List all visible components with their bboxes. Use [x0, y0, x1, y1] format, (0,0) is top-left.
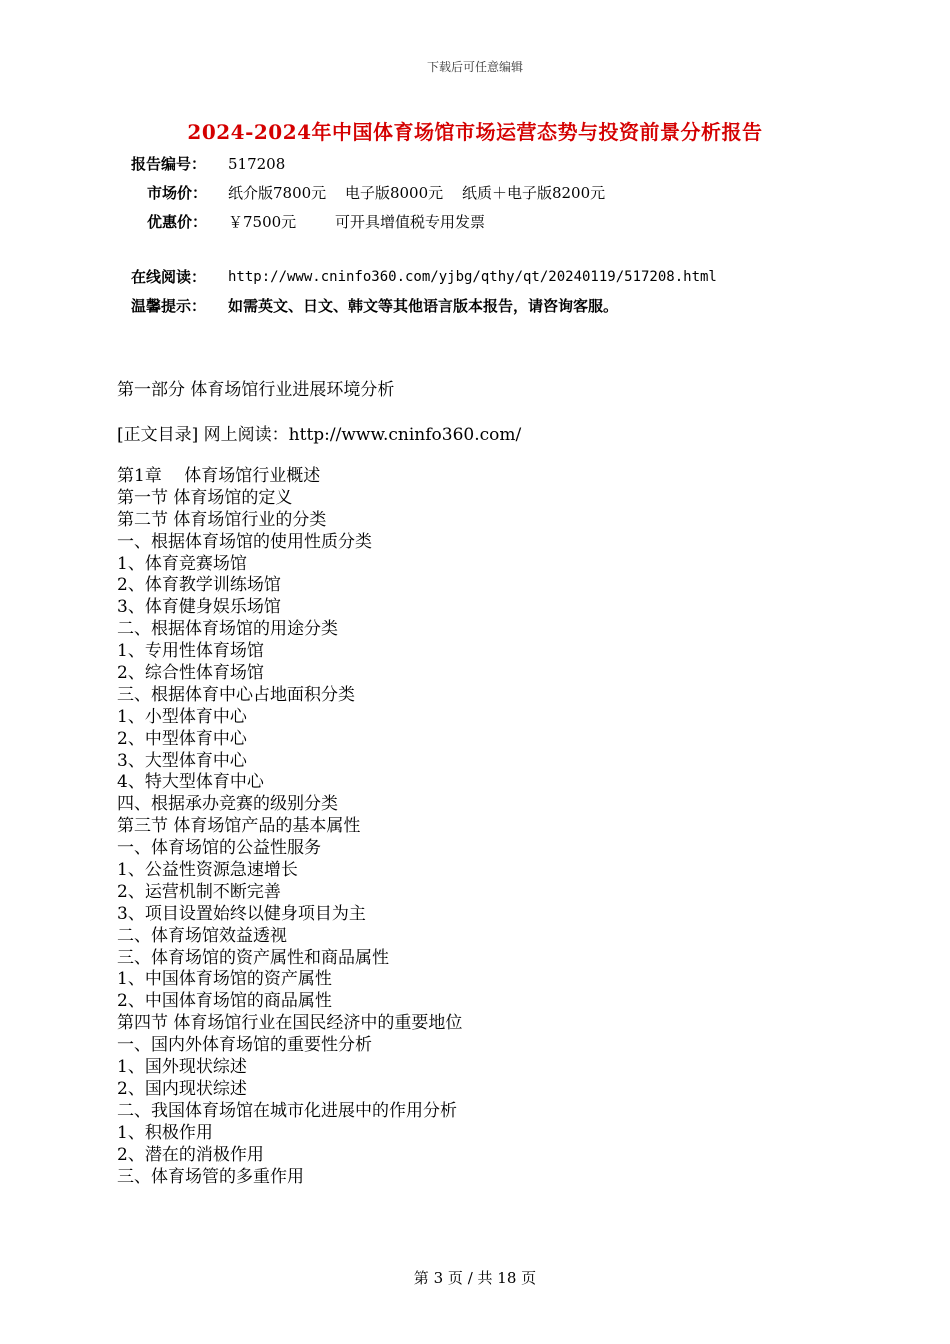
toc-item: 三、体育场管的多重作用	[117, 1166, 304, 1187]
toc-item: 1、小型体育中心	[117, 706, 247, 727]
header-note: 下载后可任意编辑	[426, 60, 523, 74]
toc-item: 1、公益性资源急速增长	[117, 860, 298, 881]
toc-item: 第二节 体育场馆行业的分类	[117, 509, 327, 530]
report-number-label: 报告编号：	[131, 155, 207, 173]
toc-item: 3、体育健身娱乐场馆	[117, 597, 281, 618]
toc-item: 1、积极作用	[117, 1122, 213, 1143]
toc-item: 3、项目设置始终以健身项目为主	[117, 903, 366, 924]
toc-item: 二、体育场馆效益透视	[117, 925, 287, 946]
online-reading-link[interactable]: http://www.cninfo360.com/yjbg/qthy/qt/20240119/517208.html	[228, 269, 717, 285]
toc-item: 二、我国体育场馆在城市化进展中的作用分析	[117, 1100, 457, 1121]
tip-text: 如需英文、日文、韩文等其他语言版本报告，请咨询客服。	[228, 297, 619, 315]
toc-item: 第三节 体育场馆产品的基本属性	[117, 816, 361, 837]
market-price-values	[228, 183, 605, 203]
footer-current-page: 3	[433, 1269, 444, 1287]
toc-item: 四、根据承办竞赛的级别分类	[117, 794, 338, 815]
toc-item: 第一节 体育场馆的定义	[117, 487, 293, 508]
invoice-note: 可开具增值税专用发票	[334, 213, 485, 231]
toc-item: 2、中型体育中心	[117, 728, 247, 749]
discount-price: ￥7500元	[228, 213, 297, 231]
footer-total-pages: 18	[497, 1269, 517, 1287]
toc-item: 1、专用性体育场馆	[117, 641, 264, 662]
toc-item: 2、潜在的消极作用	[117, 1144, 264, 1165]
price-both: 纸质＋电子版8200元	[461, 184, 606, 202]
tip-label: 温馨提示：	[131, 297, 207, 315]
online-reading-label: 在线阅读：	[131, 268, 207, 286]
toc-item: 一、根据体育场馆的使用性质分类	[117, 531, 372, 552]
toc-item: 第四节 体育场馆行业在国民经济中的重要地位	[117, 1013, 463, 1034]
toc-item: 二、根据体育场馆的用途分类	[117, 619, 338, 640]
toc-item: 三、根据体育中心占地面积分类	[117, 684, 355, 705]
part-heading: 第一部分 体育场馆行业进展环境分析	[117, 380, 395, 400]
footer-page-suffix: 页	[521, 1269, 537, 1287]
report-title: 2024-2024年中国体育场馆市场运营态势与投资前景分析报告	[187, 120, 763, 144]
toc-item: 2、综合性体育场馆	[117, 663, 264, 684]
page-footer	[0, 1267, 950, 1288]
toc-item: 一、体育场馆的公益性服务	[117, 838, 321, 859]
toc-item: 一、国内外体育场馆的重要性分析	[117, 1035, 372, 1056]
toc-item: 1、体育竞赛场馆	[117, 553, 247, 574]
toc-item: 4、特大型体育中心	[117, 772, 264, 793]
toc-item: 3、大型体育中心	[117, 750, 247, 771]
discount-price-label: 优惠价：	[146, 213, 207, 231]
footer-page-mid: 页 / 共	[447, 1269, 493, 1287]
price-electronic: 电子版8000元	[344, 184, 444, 202]
toc-item: 第1章 体育场馆行业概述	[117, 466, 321, 486]
toc-item: 1、中国体育场馆的资产属性	[117, 969, 332, 990]
toc-item: 2、中国体育场馆的商品属性	[117, 991, 332, 1012]
price-paper: 纸介版7800元	[228, 184, 327, 202]
report-number-value: 517208	[228, 155, 286, 173]
discount-price-values	[228, 212, 485, 232]
toc-item: 2、运营机制不断完善	[117, 881, 281, 902]
toc-online-link[interactable]: [正文目录] 网上阅读：http://www.cninfo360.com/	[117, 425, 522, 445]
toc-item: 2、国内现状综述	[117, 1078, 247, 1099]
table-of-contents	[117, 466, 462, 1188]
footer-page-prefix: 第	[413, 1269, 429, 1287]
toc-item: 三、体育场馆的资产属性和商品属性	[117, 947, 389, 968]
market-price-label: 市场价：	[146, 184, 207, 202]
toc-item: 2、体育教学训练场馆	[117, 575, 281, 596]
toc-item: 1、国外现状综述	[117, 1057, 247, 1078]
